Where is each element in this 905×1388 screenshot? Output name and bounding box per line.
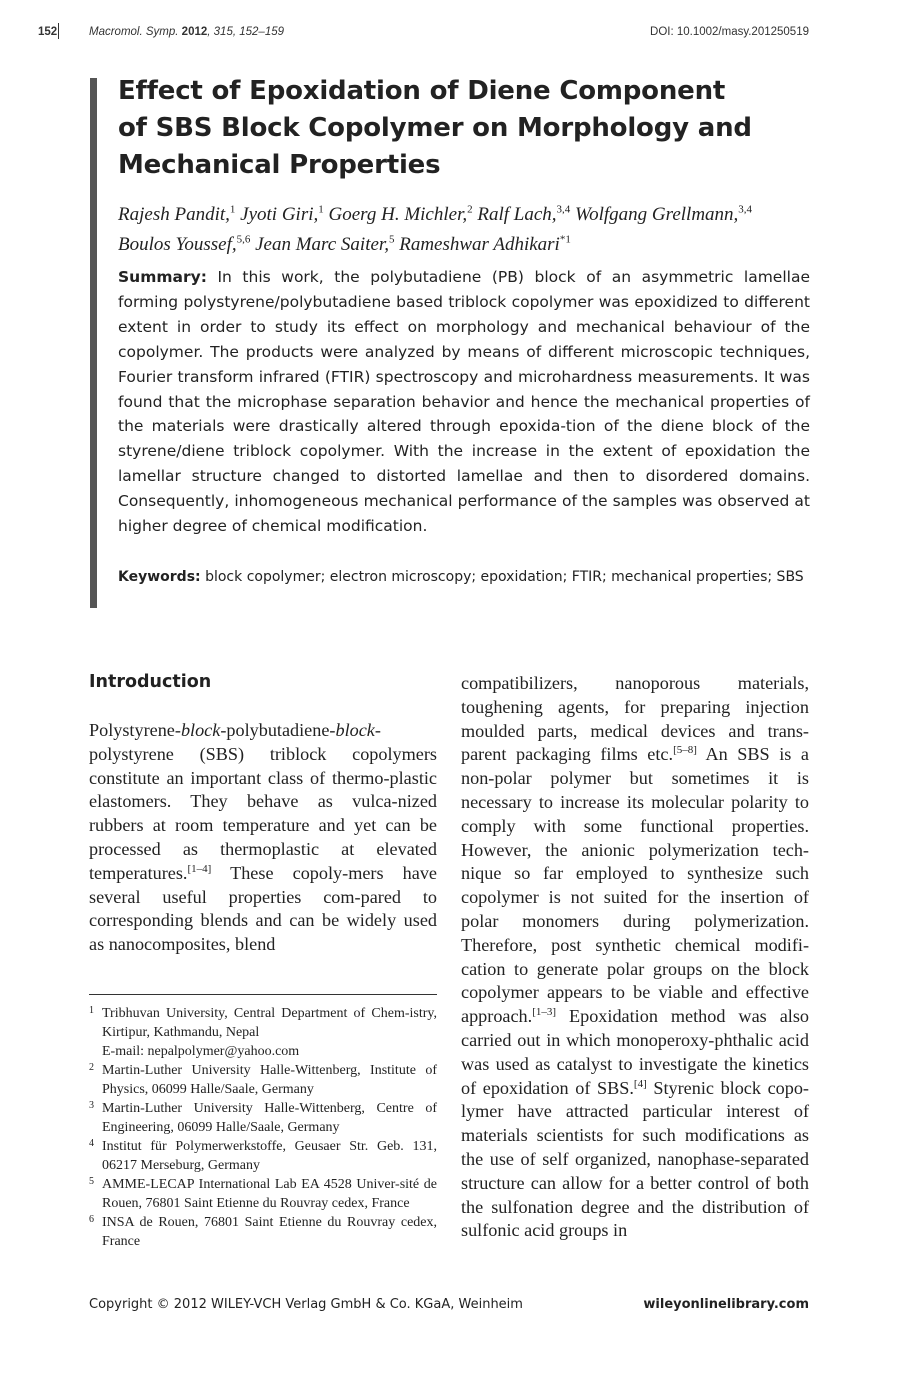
header-divider bbox=[58, 23, 59, 39]
footnote: 3 Martin-Luther University Halle-Wittenberg, Centre of Engineering, 06099 Halle/Saale, Germany bbox=[89, 1100, 437, 1135]
body-column-right: compatibilizers, nanoporous materials, toughening agents, for preparing injection moulded parts, medical devices and trans-parent packaging films etc.[5–8] An SBS is a non-polar polymer but sometimes it is necessary to increase its molecular polarity to comply with some functional properties. However, the anionic polymerization tech-nique so far employed to synthesize such copolymer is not suited for the insertion of polar monomers during polymerization. Therefore, post synthetic chemical modifi-cation to generate polar groups on the block copolymer appears to be viable and effective approach.[1–3] Epoxidation method was also carried out in which monoperoxy-phthalic acid was used as catalyst to investigate the kinetics of epoxidation of SBS.[4] Styrenic block copo-lymer have attracted particular interest of materials scientists for such modifications as the use of self organized, nanophase-separated structure can allow for a better control of both the sulfonation degree and the distribution of sulfonic acid groups in bbox=[461, 673, 809, 1241]
footnote-divider bbox=[89, 994, 437, 995]
running-header bbox=[0, 26, 905, 46]
journal-name: Macromol. Symp. bbox=[89, 26, 179, 38]
author-list bbox=[118, 198, 818, 257]
summary-label: Summary: bbox=[118, 268, 207, 286]
author: Wolfgang Grellmann,$^{3,4}$ bbox=[575, 204, 753, 226]
keywords-label: Keywords: bbox=[118, 569, 201, 585]
footnote: 1 Tribhuvan University, Central Department of Chem-istry, Kirtipur, Kathmandu, Nepal E-mail: nepalpolymer@yahoo.com bbox=[89, 1005, 437, 1059]
journal-year: 2012 bbox=[181, 26, 208, 38]
citation-ref: [4] bbox=[633, 1077, 647, 1090]
author: Ralf Lach,$^{3,4}$ bbox=[477, 204, 571, 226]
contact-email: E-mail: nepalpolymer@yahoo.com bbox=[102, 1044, 300, 1059]
doi: DOI: 10.1002/masy.201250519 bbox=[650, 26, 809, 38]
abstract-side-bar bbox=[90, 78, 97, 608]
citation-ref: [5–8] bbox=[673, 744, 697, 757]
copyright-notice: Copyright © 2012 WILEY-VCH Verlag GmbH & Co. KGaA, Weinheim bbox=[89, 1297, 523, 1312]
citation-ref: [1–3] bbox=[532, 1006, 557, 1019]
section-heading-introduction: Introduction bbox=[89, 672, 212, 692]
journal-volume-pages: , 315, 152–159 bbox=[207, 26, 285, 38]
footnote: 6 INSA de Rouen, 76801 Saint Etienne du Rouvray cedex, France bbox=[89, 1214, 437, 1249]
author: Goerg H. Michler,$^2$ bbox=[328, 204, 473, 226]
affiliation-footnotes bbox=[89, 1004, 437, 1251]
page-number: 152 bbox=[38, 26, 58, 38]
keywords bbox=[118, 565, 810, 589]
author: Rajesh Pandit,$^1$ bbox=[118, 204, 236, 226]
footnote: 4 Institut für Polymerwerkstoffe, Geusaer Str. Geb. 131, 06217 Merseburg, Germany bbox=[89, 1138, 437, 1173]
publisher-site: wileyonlinelibrary.com bbox=[643, 1297, 809, 1312]
footnote: 5 AMME-LECAP International Lab EA 4528 Univer-sité de Rouen, 76801 Saint Etienne du Rouvray cedex, France bbox=[89, 1176, 437, 1211]
journal-citation bbox=[89, 26, 284, 38]
footnote: 2 Martin-Luther University Halle-Wittenberg, Institute of Physics, 06099 Halle/Saale, Germany bbox=[89, 1062, 437, 1097]
article-title: Effect of Epoxidation of Diene Component of SBS Block Copolymer on Morphology and Mechanical Properties bbox=[118, 76, 752, 180]
summary-text: In this work, the polybutadiene (PB) block of an asymmetric lamellae forming polystyrene/polybutadiene based triblock copolymer was epoxidized to different extent in order to study its effect on morphology and mechanical behaviour of the copolymer. The products were analyzed by means of different microscopic techniques, Fourier transform infrared (FTIR) spectroscopy and microhardness measurements. It was found that the microphase separation behavior and hence the mechanical properties of the materials were drastically altered through epoxida-tion of the diene block of the styrene/diene triblock copolymer. With the increase in the extent of epoxidation the lamellar structure changed to distorted lamellae and then to disordered domains. Consequently, inhomogeneous mechanical performance of the samples was observed at higher degree of chemical modification. bbox=[118, 268, 810, 536]
author: Jean Marc Saiter,$^5$ bbox=[255, 233, 395, 255]
body-column-left: Polystyrene-block-polybutadiene-block-polystyrene (SBS) triblock copolymers constitute an important class of thermo-plastic elastomers. They behave as vulca-nized rubbers at room temperature and yet can be processed as thermoplastic at elevated temperatures.[1–4] These copoly-mers have several useful properties com-pared to corresponding blends and can be widely used as nanocomposites, blend bbox=[89, 720, 437, 955]
keywords-text: block copolymer; electron microscopy; epoxidation; FTIR; mechanical properties; SBS bbox=[205, 569, 804, 585]
author: Jyoti Giri,$^1$ bbox=[240, 204, 324, 226]
author: Rameshwar Adhikari$^{*1}$ bbox=[399, 233, 571, 255]
author: Boulos Youssef,$^{5,6}$ bbox=[118, 233, 251, 255]
summary bbox=[118, 265, 810, 539]
citation-ref: [1–4] bbox=[187, 862, 212, 875]
